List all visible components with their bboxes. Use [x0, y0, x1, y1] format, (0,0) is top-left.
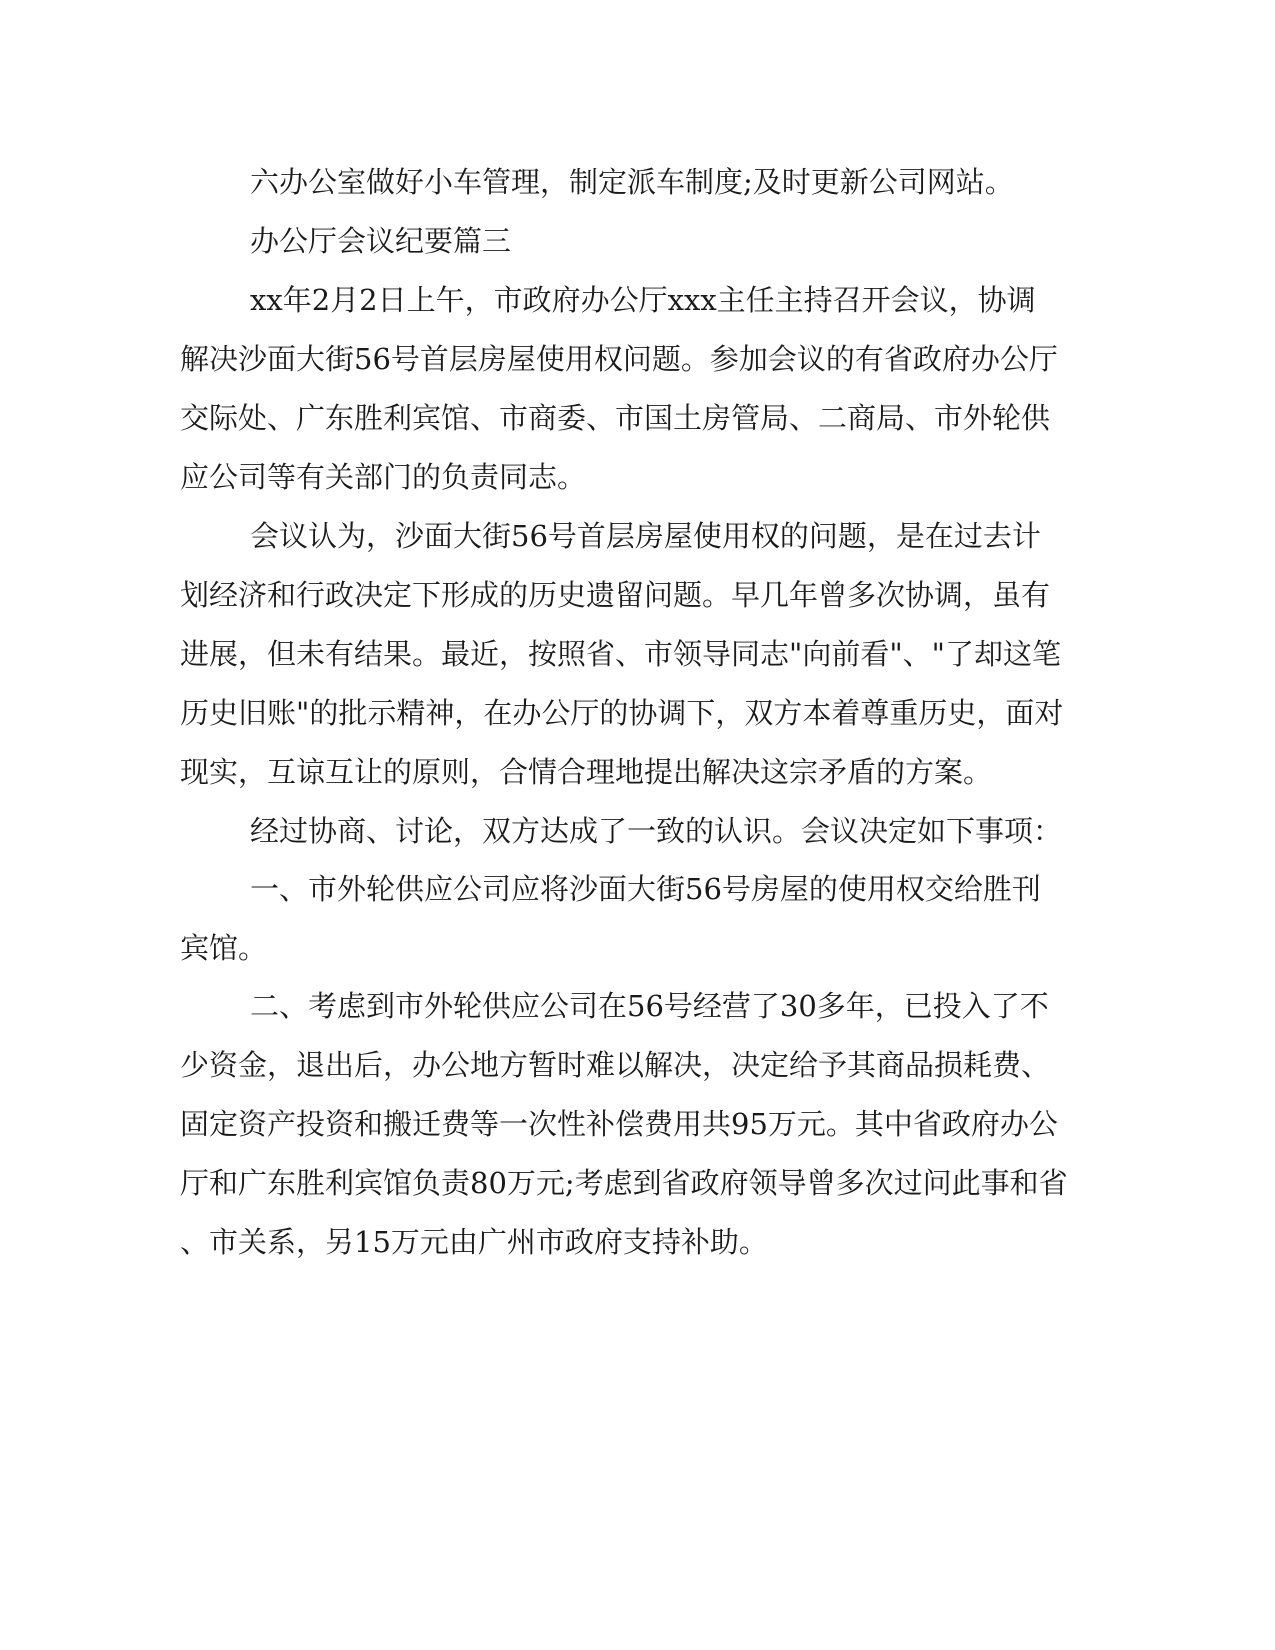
paragraph-line-12: 经过协商、讨论，双方达成了一致的认识。会议决定如下事项：: [250, 814, 1063, 848]
paragraph-line-13: 一、市外轮供应公司应将沙面大街56号房屋的使用权交给胜刊: [250, 872, 1041, 906]
paragraph-line-8: 划经济和行政决定下形成的历史遗留问题。早几年曾多次协调，虽有: [180, 578, 1051, 612]
paragraph-line-7: 会议认为，沙面大街56号首层房屋使用权的问题，是在过去计: [250, 519, 1041, 553]
paragraph-line-3: xx年2月2日上午，市政府办公厅xxx主任主持召开会议，协调: [250, 283, 1036, 317]
paragraph-line-16: 少资金，退出后，办公地方暂时难以解决，决定给予其商品损耗费、: [180, 1048, 1051, 1082]
paragraph-line-1: 六办公室做好小车管理，制定派车制度;及时更新公司网站。: [250, 165, 1014, 199]
paragraph-line-17: 固定资产投资和搬迁费等一次性补偿费用共95万元。其中省政府办公: [180, 1107, 1058, 1141]
paragraph-line-10: 历史旧账"的批示精神，在办公厅的协调下，双方本着尊重历史，面对: [180, 696, 1064, 730]
paragraph-line-15: 二、考虑到市外轮供应公司在56号经营了30多年，已投入了不: [250, 989, 1049, 1023]
paragraph-line-4: 解决沙面大街56号首层房屋使用权问题。参加会议的有省政府办公厅: [180, 342, 1058, 376]
paragraph-line-5: 交际处、广东胜利宾馆、市商委、市国土房管局、二商局、市外轮供: [180, 401, 1051, 435]
paragraph-line-6: 应公司等有关部门的负责同志。: [180, 460, 587, 494]
paragraph-line-18: 厅和广东胜利宾馆负责80万元;考虑到省政府领导曾多次过问此事和省: [180, 1166, 1068, 1200]
paragraph-line-19: 、市关系，另15万元由广州市政府支持补助。: [180, 1225, 768, 1259]
paragraph-line-14: 宾馆。: [180, 931, 268, 965]
paragraph-line-11: 现实，互谅互让的原则，合情合理地提出解决这宗矛盾的方案。: [180, 755, 993, 789]
paragraph-line-9: 进展，但未有结果。最近，按照省、市领导同志"向前看"、"了却这笔: [180, 637, 1062, 671]
section-title: 办公厅会议纪要篇三: [250, 224, 512, 258]
